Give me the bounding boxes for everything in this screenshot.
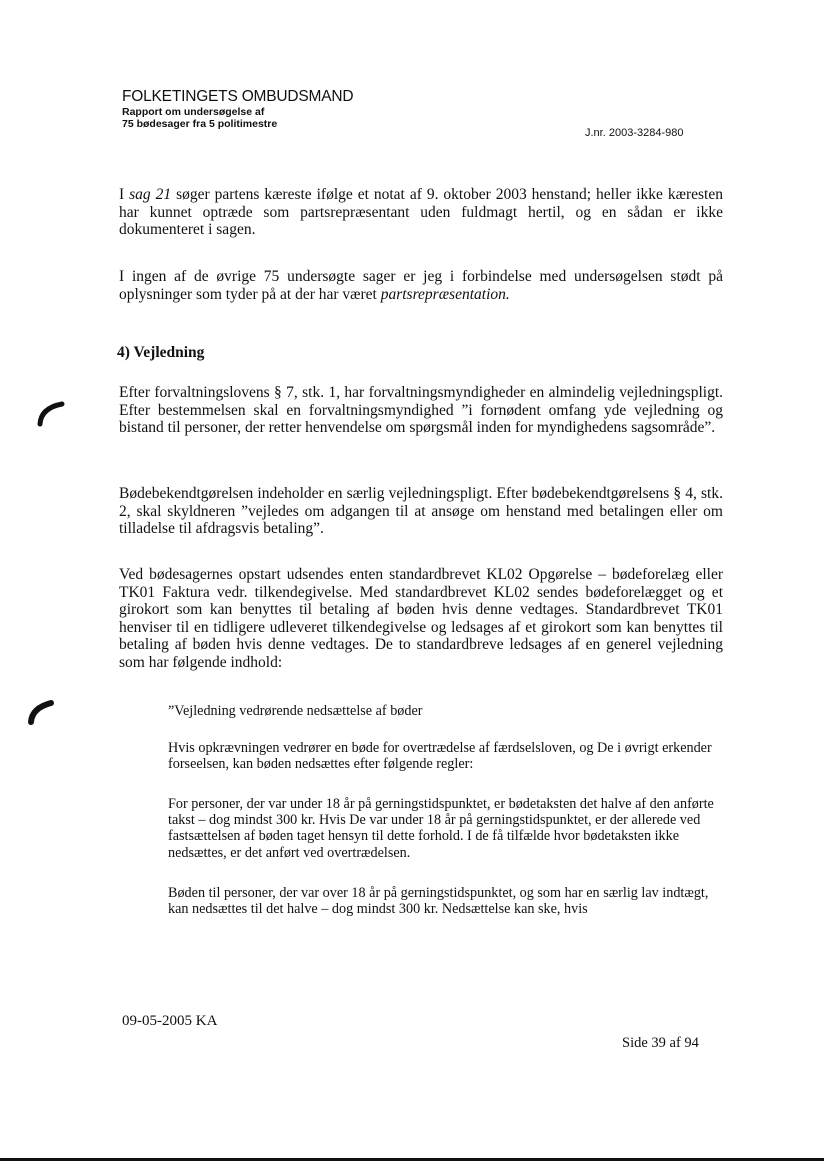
page-number: Side 39 af 94 [622, 1035, 699, 1051]
paragraph-representation: I ingen af de øvrige 75 undersøgte sager er jeg i forbindelse med undersøgelsen stødt på oplysninger som tyder på at der har været partsrepræsentation. [119, 268, 723, 303]
section-heading: 4) Vejledning [117, 344, 205, 361]
paragraph-standard-letters: Ved bødesagernes opstart udsendes enten standardbrevet KL02 Opgørelse – bødeforelæg eller TK01 Faktura vedr. tilkendegivelse. Med standardbrevet KL02 sendes bødeforelægget og et girokort som kan benyttes til betaling af bøden hvis denne vedtages. Standardbrevet TK01 henviser til en tidligere udleveret tilkendegivelse og ledsages af et girokort som kan benyttes til betaling af bøden hvis denne vedtages. De to standardbreve ledsages af en generel vejledning som har følgende indhold: [119, 566, 723, 671]
quote-title: ”Vejledning vedrørende nedsættelse af bøder [168, 703, 423, 719]
quote-paragraph-2: For personer, der var under 18 år på gerningstidspunktet, er bødetaksten det halve af den anførte takst – dog mindst 300 kr. Hvis De var under 18 år på gerningstidspunktet, er der allerede ved fastsættelsen af bøden taget hensyn til dette forhold. I de få tilfælde hvor bødetaksten ikke nedsættes, er det anført ved overtrædelsen. [168, 796, 714, 861]
paragraph-fine-order: Bødebekendtgørelsen indeholder en særlig vejledningspligt. Efter bødebekendtgørelsens § 4, stk. 2, skal skyldneren ”vejledes om adgangen til at ansøge om henstand med betalingen eller om tilladelse til afdragsvis betaling”. [119, 485, 723, 538]
report-subtitle-line-1: Rapport om undersøgelse af [122, 105, 265, 118]
quote-paragraph-1: Hvis opkrævningen vedrører en bøde for overtrædelse af færdselsloven, og De i øvrigt erkender forseelsen, kan bøden nedsættes efter følgende regler: [168, 740, 712, 773]
report-header [122, 88, 353, 130]
scan-edge-rule [0, 1158, 824, 1161]
paragraph-case-21: I sag 21 søger partens kæreste ifølge et notat af 9. oktober 2003 henstand; heller ikke kæresten har kunnet optræde som partsrepræsentant uden fuldmagt hertil, og en sådan er ikke dokumenteret i sagen. [119, 186, 723, 239]
paragraph-guidance-duty: Efter forvaltningslovens § 7, stk. 1, har forvaltningsmyndigheder en almindelig vejledningspligt. Efter bestemmelsen skal en forvaltningsmyndighed ”i fornødent omfang yde vejledning og bistand til personer, der retter henvendelse om spørgsmål inden for myndighedens sagsområde”. [119, 384, 723, 437]
punch-hole-mark-lower [26, 696, 56, 726]
italic-term: partsrepræsentation. [380, 285, 510, 303]
report-subtitle-line-2: 75 bødesager fra 5 politimestre [122, 117, 278, 130]
quote-paragraph-3: Bøden til personer, der var over 18 år på gerningstidspunktet, og som har en særlig lav indtægt, kan nedsættes til det halve – dog mindst 300 kr. Nedsættelse kan ske, hvis [168, 885, 709, 918]
journal-number: J.nr. 2003-3284-980 [585, 127, 684, 139]
case-reference: sag 21 [129, 186, 172, 203]
punch-hole-mark-upper [36, 398, 66, 428]
footer-date: 09-05-2005 KA [122, 1013, 218, 1029]
org-name: FOLKETINGETS OMBUDSMAND [122, 88, 354, 105]
